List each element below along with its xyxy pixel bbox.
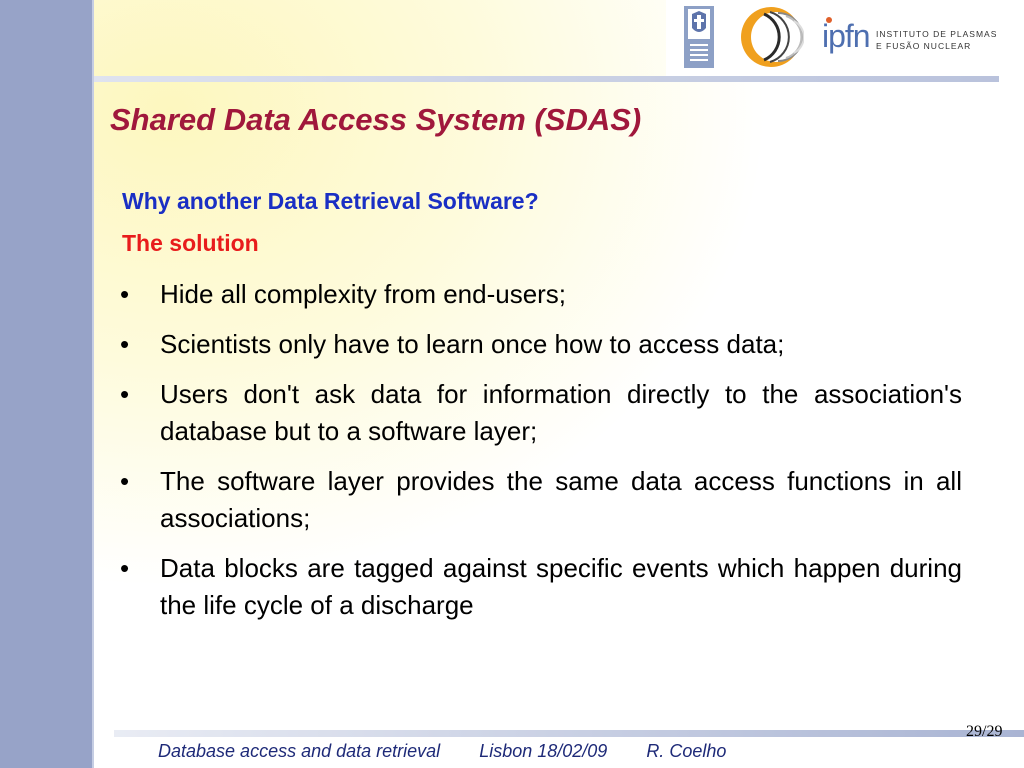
- ipfn-line-1: INSTITUTO DE PLASMAS: [876, 29, 998, 39]
- ipfn-logo: [822, 14, 998, 58]
- footer-place-date: Lisbon 18/02/09: [479, 741, 608, 761]
- page-number: 29/29: [966, 723, 1003, 740]
- question-heading: Why another Data Retrieval Software?: [122, 188, 539, 214]
- fusion-ring-logo-icon: [738, 4, 804, 70]
- ipfn-wordmark: ipfn: [822, 18, 870, 54]
- left-sidebar-edge: [92, 0, 94, 768]
- bullet-item: [118, 550, 962, 624]
- bullet-dot-icon: •: [120, 279, 130, 309]
- bullet-dot-icon: •: [120, 553, 130, 583]
- slide-title: Shared Data Access System (SDAS): [110, 102, 642, 137]
- bullet-text: Hide all complexity from end-users;: [160, 279, 567, 309]
- bullet-text: Data blocks are tagged against specific events which happen during the life cycle of a discharge: [160, 553, 962, 620]
- footer-author: R. Coelho: [646, 741, 727, 761]
- footer-topic: Database access and data retrieval: [158, 741, 441, 761]
- bullet-text: Scientists only have to learn once how to access data;: [160, 329, 785, 359]
- bullet-dot-icon: •: [120, 379, 130, 409]
- ist-logo-icon: [684, 6, 714, 68]
- bullet-item: [118, 326, 962, 363]
- ipfn-line-2: E FUSÃO NUCLEAR: [876, 41, 972, 51]
- header-rule: [94, 76, 999, 82]
- bullet-text: Users don't ask data for information directly to the association's database but to a software layer;: [160, 379, 962, 446]
- bullet-list: [118, 276, 962, 637]
- solution-subheading: The solution: [122, 230, 259, 256]
- bullet-text: The software layer provides the same data access functions in all associations;: [160, 466, 962, 533]
- bullet-dot-icon: •: [120, 466, 130, 496]
- footer-text: [158, 741, 760, 762]
- bullet-item: [118, 276, 962, 313]
- bullet-dot-icon: •: [120, 329, 130, 359]
- bullet-item: [118, 376, 962, 450]
- footer-rule: [114, 730, 1024, 737]
- bullet-item: [118, 463, 962, 537]
- left-sidebar-bar: [0, 0, 92, 768]
